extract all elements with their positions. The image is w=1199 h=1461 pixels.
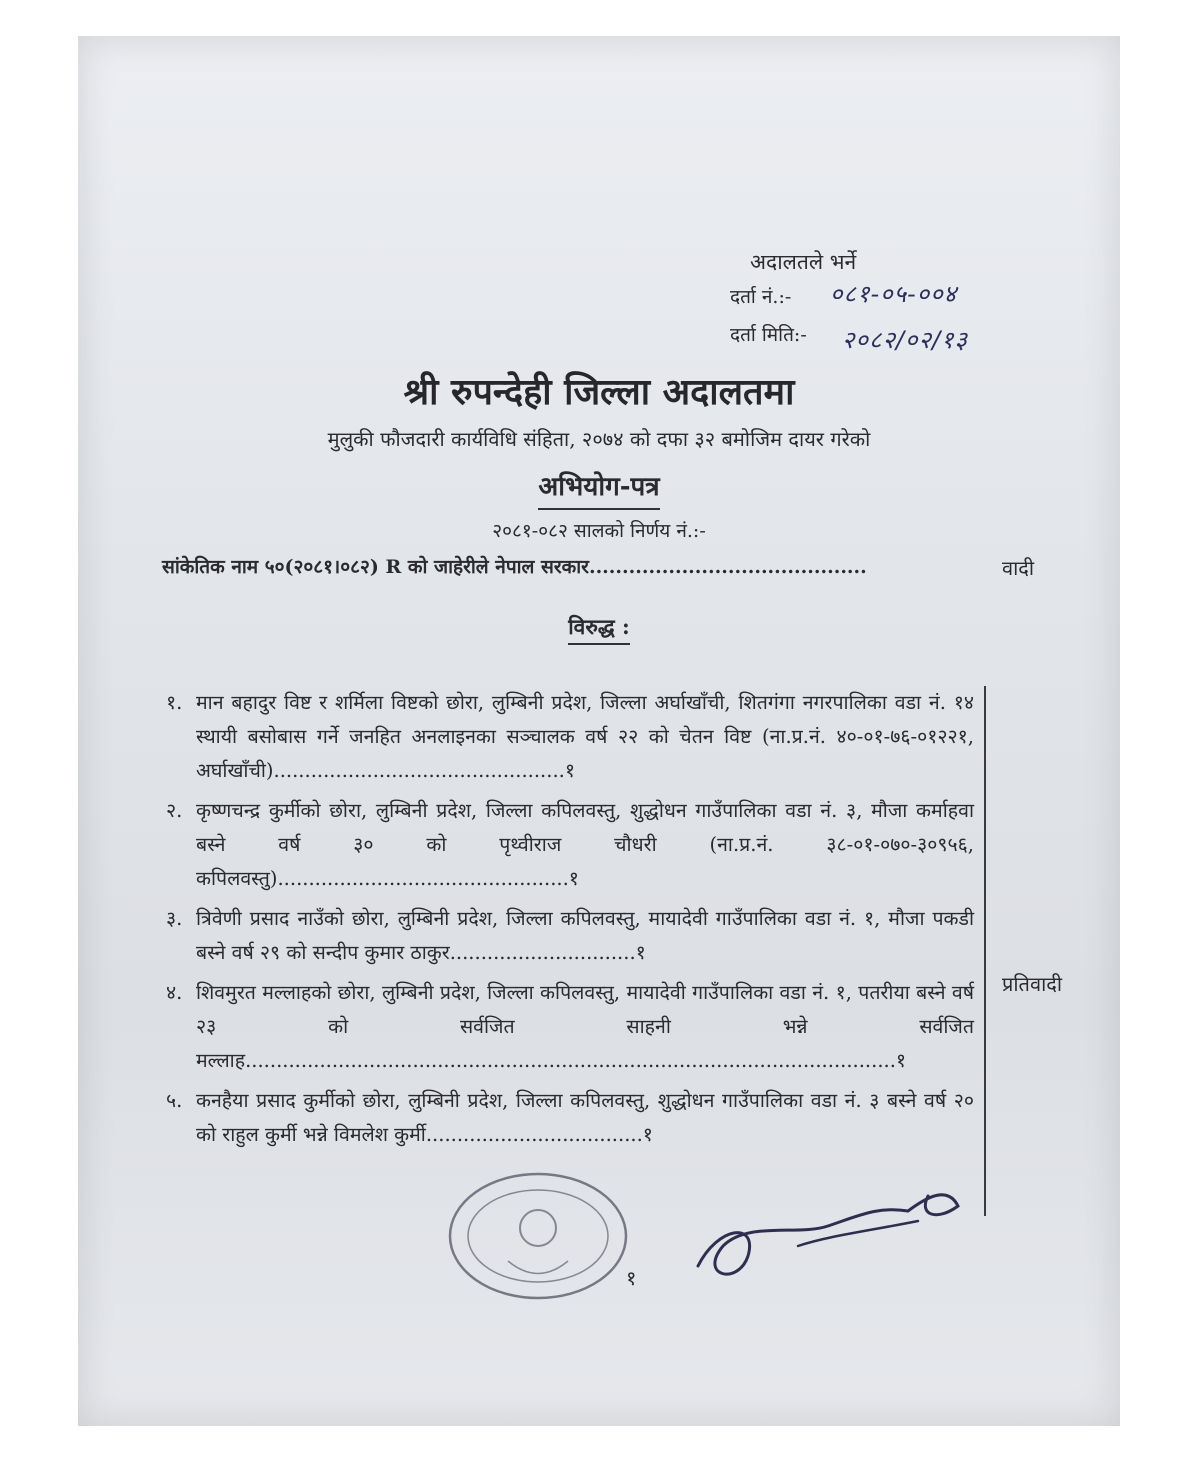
- defendant-number: ३.: [166, 907, 183, 930]
- defendant-item: [166, 686, 974, 788]
- against-text: विरुद्ध :: [568, 614, 630, 645]
- defendant-number: २.: [166, 799, 183, 822]
- defendant-item: [166, 794, 974, 896]
- defendant-role: प्रतिवादी: [1002, 972, 1063, 996]
- defendant-list: [166, 686, 974, 1158]
- against-heading: [78, 616, 1120, 637]
- reg-no-label: दर्ता नं.:-: [730, 286, 792, 308]
- defendant-number: ४.: [166, 981, 183, 1004]
- defendant-number: ५.: [166, 1089, 183, 1112]
- defendant-text: त्रिवेणी प्रसाद नाउँको छोरा, लुम्बिनी प्रदेश, जिल्ला कपिलवस्तु, मायादेवी गाउँपालिका वडा नं. १, मौजा पकडी बस्ने वर्ष २९ को सन्दीप कुमार ठाकुर..............................१: [196, 907, 974, 964]
- legal-basis: मुलुकी फौजदारी कार्यविधि संहिता, २०७४ को दफा ३२ बमोजिम दायर गरेको: [327, 427, 871, 451]
- document-page: [78, 36, 1120, 1426]
- defendant-item: [166, 902, 974, 970]
- defendant-item: [166, 976, 974, 1078]
- signature: [678, 1166, 978, 1296]
- defendant-text: कृष्णचन्द्र कुर्मीको छोरा, लुम्बिनी प्रदेश, जिल्ला कपिलवस्तु, शुद्धोधन गाउँपालिका वडा नं. ३, मौजा कर्माहवा बस्ने वर्ष ३० को पृथ्वीराज चौधरी (ना.प्र.नं. ३८-०१-०७०-३०९५६, कपिलवस्तु)...............................................१: [196, 799, 974, 890]
- defendant-text: कनहैया प्रसाद कुर्मीको छोरा, लुम्बिनी प्रदेश, जिल्ला कपिलवस्तु, शुद्धोधन गाउँपालिका वडा नं. ३ बस्ने वर्ष २० को राहुल कुर्मी भन्ने विमलेश कुर्मी...................................१: [196, 1089, 974, 1146]
- page-number: १: [626, 1266, 637, 1290]
- defendant-number: १.: [166, 691, 183, 714]
- page-title: श्री रुपन्देही जिल्ला अदालतमा: [403, 371, 795, 413]
- official-seal: [438, 1166, 638, 1316]
- reg-date-label: दर्ता मिति:-: [730, 324, 807, 346]
- defendant-text: शिवमुरत मल्लाहको छोरा, लुम्बिनी प्रदेश, जिल्ला कपिलवस्तु, मायादेवी गाउँपालिका वडा नं. १, पतरीया बस्ने वर्ष २३ को सर्वजित साहनी भन्ने सर्वजित मल्लाह.........................................................................................................१: [196, 981, 974, 1072]
- defendant-text: मान बहादुर विष्ट र शर्मिला विष्टको छोरा, लुम्बिनी प्रदेश, जिल्ला अर्घाखाँची, शितगंगा नगरपालिका वडा नं. १४ स्थायी बसोबास गर्ने जनहित अनलाइनका सञ्चालक वर्ष २२ को चेतन विष्ट (ना.प्र.नं. ४०-०१-७६-०१२२१, अर्घाखाँची)...............................................१: [196, 691, 974, 782]
- document-type-text: अभियोग-पत्र: [538, 472, 659, 510]
- plaintiff-role: वादी: [1002, 556, 1035, 580]
- document-type: [78, 474, 1120, 500]
- defendant-bracket: [984, 686, 986, 1216]
- reg-date-value: २०८२/०२/१३: [842, 326, 969, 354]
- reg-no-value: ०८१-०५-००४: [830, 280, 958, 308]
- decision-number: २०८१-०८२ सालको निर्णय नं.:-: [492, 520, 706, 542]
- court-use-box: [730, 244, 1060, 384]
- court-use-heading: अदालतले भर्ने: [750, 250, 857, 274]
- defendant-item: [166, 1084, 974, 1152]
- plaintiff-line: सांकेतिक नाम ५०(२०८१।०८२) R को जाहेरीले नेपाल सरकार..........................................: [162, 556, 867, 578]
